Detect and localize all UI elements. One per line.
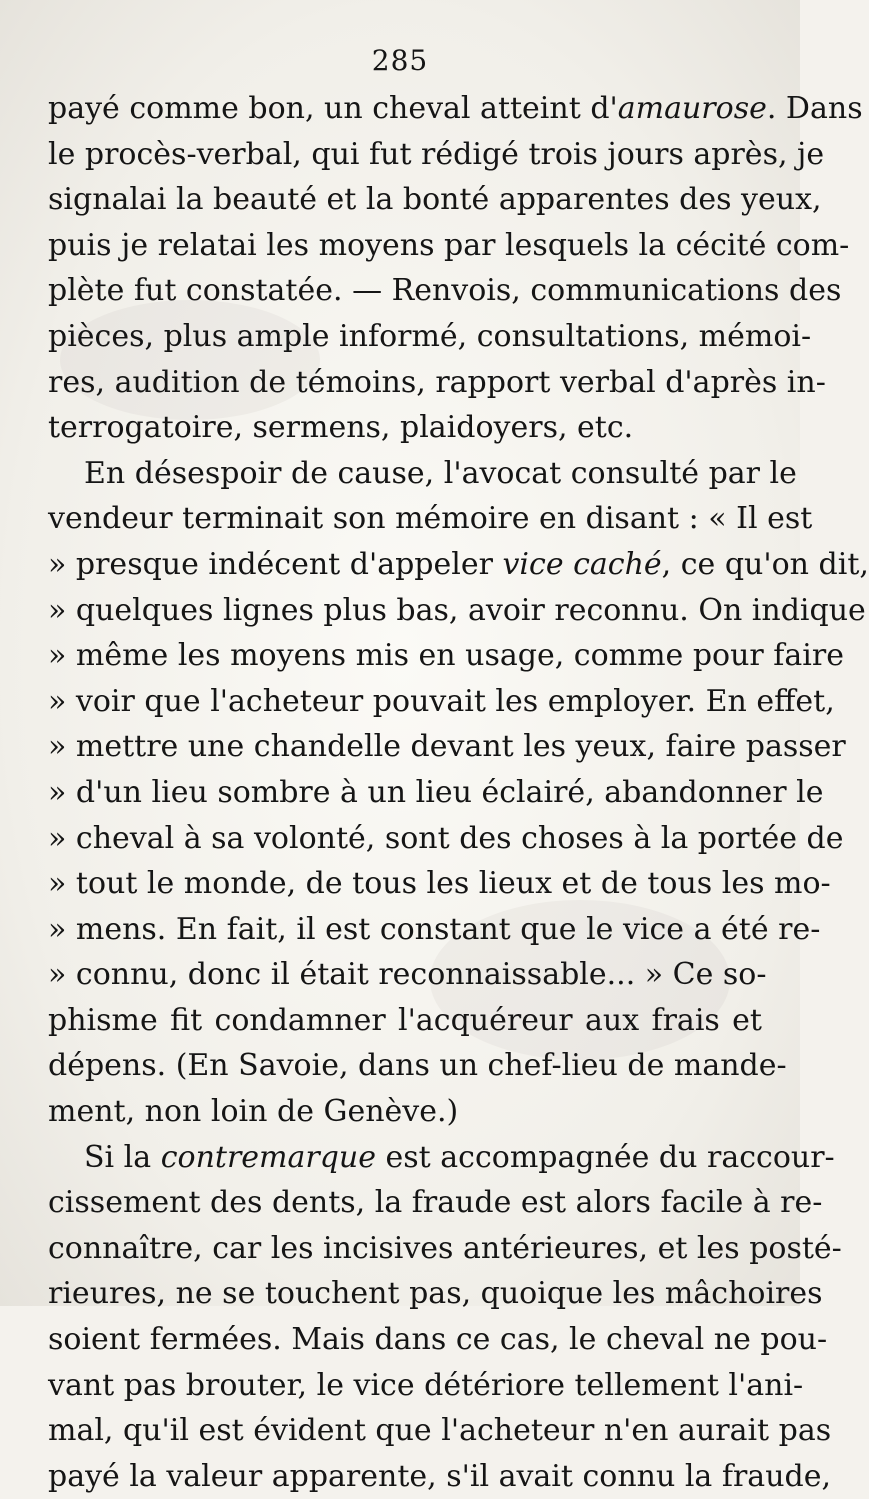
italic-term: vice caché [502,546,662,582]
text-segment: plète fut constatée. — Renvois, communications des [48,273,842,309]
text-line [48,679,835,725]
text-line [48,496,813,542]
text-line [48,816,844,862]
body-text [48,86,869,1499]
text-segment: rieures, ne se touchent pas, quoique les mâchoires [48,1276,823,1312]
text-segment: » connu, donc il était reconnaissable... » Ce so- [48,957,767,993]
text-line [48,314,812,360]
text-segment: dépens. (En Savoie, dans un chef-lieu de mande- [48,1048,787,1084]
text-line [48,223,850,269]
text-line [48,268,842,314]
text-segment: res, audition de témoins, rapport verbal d'après in- [48,364,826,400]
text-line [48,360,826,406]
text-segment: En désespoir de cause, l'avocat consulté par le [84,455,797,491]
text-segment: le procès-verbal, qui fut rédigé trois jours après, je [48,136,825,172]
text-line [48,1043,787,1089]
italic-term: contremarque [160,1139,376,1175]
text-segment: soient fermées. Mais dans ce cas, le cheval ne pou- [48,1322,828,1358]
text-line [48,770,824,816]
text-segment: » tout le monde, de tous les lieux et de tous les mo- [48,866,831,902]
text-segment: cissement des dents, la fraude est alors facile à re- [48,1185,823,1221]
text-segment: ment, non loin de Genève.) [48,1094,459,1130]
text-segment: » quelques lignes plus bas, avoir reconnu. On indique [48,592,866,628]
text-segment: » mettre une chandelle devant les yeux, faire passer [48,729,846,765]
text-segment: , ce qu'on dit, [661,546,869,582]
text-line [48,724,846,770]
paragraph-first-line [48,1135,835,1181]
paragraph-first-line [48,451,797,497]
text-segment: mal, qu'il est évident que l'acheteur n'en aurait pas [48,1413,832,1449]
text-line [48,177,822,223]
page-number: 285 [371,44,429,77]
text-segment: est accompagnée du raccour- [376,1139,835,1175]
text-line [48,1180,823,1226]
text-line [48,405,762,451]
text-line [48,1317,828,1363]
text-segment: vendeur terminait son mémoire en disant : « Il est [48,501,813,537]
text-line [48,1271,823,1317]
text-line [48,1089,762,1135]
text-segment: payé la valeur apparente, s'il avait connu la fraude, [48,1458,832,1494]
text-segment: vant pas brouter, le vice détériore tellement l'ani- [48,1367,804,1403]
text-segment: phisme fit condamner l'acquéreur aux frais et [48,1002,762,1038]
text-line [48,861,831,907]
text-line [48,998,762,1044]
text-segment: » mens. En fait, il est constant que le vice a été re- [48,911,821,947]
text-segment: » d'un lieu sombre à un lieu éclairé, abandonner le [48,774,824,810]
text-segment: » même les moyens mis en usage, comme pour faire [48,638,844,674]
text-segment: connaître, car les incisives antérieures, et les posté- [48,1230,842,1266]
text-line [48,1363,804,1409]
text-segment: . Dans [766,91,863,126]
text-segment: Si la [84,1139,161,1175]
text-segment: puis je relatai les moyens par lesquels la cécité com- [48,227,850,263]
text-segment: » cheval à sa volonté, sont des choses à la portée de [48,820,844,856]
text-line [48,588,866,634]
text-line [48,86,863,132]
text-segment: » voir que l'acheteur pouvait les employer. En effet, [48,683,835,719]
text-line [48,907,821,953]
text-segment: signalai la beauté et la bonté apparentes des yeux, [48,182,822,218]
text-segment: » presque indécent d'appeler [48,546,503,582]
text-line [48,132,825,178]
text-line [48,1454,832,1499]
text-line [48,952,767,998]
text-segment: payé comme bon, un cheval atteint d' [48,91,618,126]
text-segment: terrogatoire, sermens, plaidoyers, etc. [48,410,634,446]
text-line [48,633,844,679]
text-segment: pièces, plus ample informé, consultations, mémoi- [48,318,812,354]
text-line [48,542,869,588]
text-line [48,1408,832,1454]
italic-term: amaurose [617,91,767,126]
text-line [48,1226,842,1272]
